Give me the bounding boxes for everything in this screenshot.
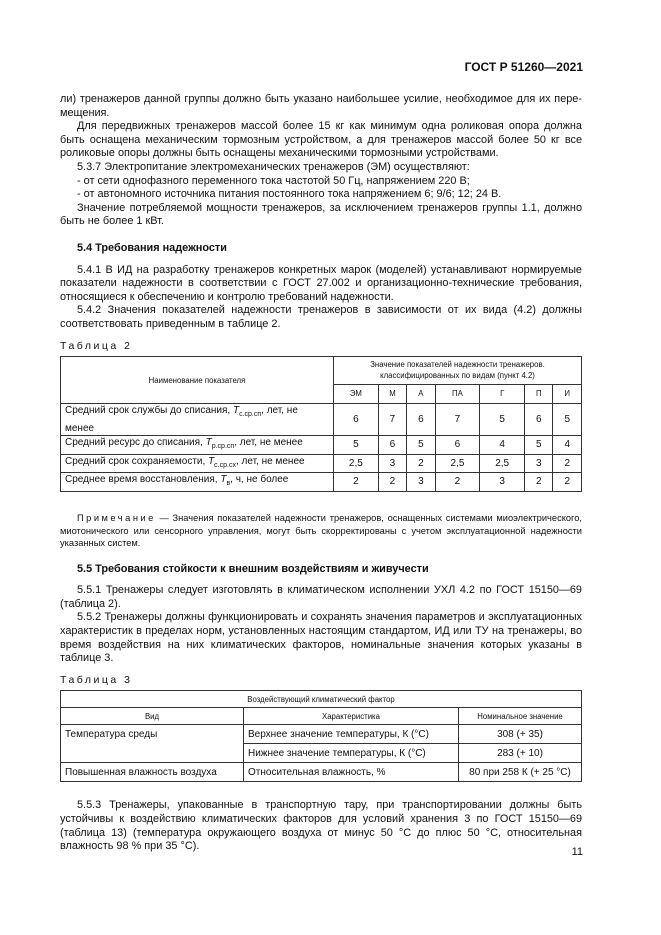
- indicator-subscript: с.ср.сп: [239, 411, 262, 419]
- value-cell: 6: [435, 436, 480, 455]
- indicator-name: [61, 454, 334, 473]
- table3-caption: Таблица 3: [60, 673, 133, 686]
- type-header: А: [407, 384, 435, 403]
- table-cell: Верхнее значение температуры, К (°С): [244, 725, 459, 744]
- table-header: Вид: [61, 708, 244, 725]
- type-header: ПА: [435, 384, 480, 403]
- value-cell: 6: [378, 436, 406, 455]
- indicator-subscript: с.ср.сх: [214, 461, 236, 469]
- paragraph: 5.3.7 Электропитание электромеханических тренажеров (ЭМ) осуществляют:: [77, 160, 470, 173]
- value-cell: 2: [525, 473, 553, 492]
- table-row: [61, 454, 582, 473]
- indicator-name: [61, 473, 334, 492]
- indicator-name: [61, 404, 334, 436]
- table-header: Характеристика: [244, 708, 459, 725]
- indicator-text: , лет, не менее: [235, 455, 305, 467]
- indicator-symbol: T: [208, 455, 215, 467]
- value-cell: 4: [480, 436, 525, 455]
- table-row: [61, 436, 582, 455]
- page-number: 11: [571, 846, 583, 858]
- value-cell: 2: [407, 454, 435, 473]
- indicator-text: Среднее время восстановления,: [65, 474, 221, 486]
- value-cell: 5: [553, 404, 582, 436]
- indicator-name: [61, 436, 334, 455]
- climate-table: [60, 690, 582, 782]
- list-item: - от сети однофазного переменного тока частотой 50 Гц, напряжением 220 В;: [77, 174, 470, 187]
- paragraph: 5.5.2 Тренажеры должны функционировать и сохранять значения параметров и эксплуатационных характеристик в пределах норм, установленных настоящим стандартом, ИД или ТУ на тренажеры, во время воздействия на них климатических факторов, номинальные значения которых указаны в таблице 3.: [60, 611, 582, 665]
- indicator-text: , лет, не менее: [65, 405, 298, 434]
- value-cell: 5: [407, 436, 435, 455]
- paragraph: 5.5.1 Тренажеры следует изготовлять в климатическом исполнении УХЛ 4.2 по ГОСТ 15150—69 (таблица 2).: [60, 584, 582, 610]
- paragraph: 5.4.2 Значения показателей надежности тренажеров в зависимости от их вида (4.2) должны соответствовать приведенным в таблице 2.: [60, 304, 582, 330]
- table-row: [61, 404, 582, 436]
- table-cell: Нижнее значение температуры, К (°С): [244, 744, 459, 763]
- value-cell: 6: [407, 404, 435, 436]
- paragraph: 5.4.1 В ИД на разработку тренажеров конкретных марок (моделей) устанавливают нормируемые показатели надежности в соответствии с ГОСТ 27.002 и организационно-технические требования, относящиеся к обеспечению и контролю требований надежности.: [60, 263, 582, 303]
- list-item: - от автономного источника питания постоянного тока напряжением 6; 9/6; 12; 24 В.: [77, 188, 502, 201]
- table-note: [60, 512, 582, 550]
- section-heading: 5.5 Требования стойкости к внешним воздействиям и живучести: [77, 562, 429, 575]
- type-header: И: [553, 384, 582, 403]
- indicator-symbol: T: [232, 405, 240, 417]
- value-cell: 6: [334, 404, 379, 436]
- indicator-subscript: в: [226, 480, 231, 488]
- value-cell: 4: [553, 436, 582, 455]
- value-cell: 5: [334, 436, 379, 455]
- table-header: Наименование показателя: [61, 357, 334, 404]
- value-cell: 7: [435, 404, 480, 436]
- value-cell: 2: [435, 473, 480, 492]
- table-cell: Температура среды: [61, 725, 244, 763]
- table-row: [61, 473, 582, 492]
- value-cell: 5: [480, 404, 525, 436]
- value-cell: 6: [525, 404, 553, 436]
- indicator-symbol: T: [220, 474, 227, 486]
- indicator-subscript: р.ср.сп: [211, 443, 235, 451]
- table-cell: 80 при 258 К (+ 25 °С): [459, 763, 582, 782]
- type-header: М: [378, 384, 406, 403]
- value-cell: 2: [553, 454, 582, 473]
- indicator-text: , ч, не более: [230, 474, 289, 486]
- type-header: ЭМ: [334, 384, 379, 403]
- table-cell: 308 (+ 35): [459, 725, 582, 744]
- table-header: Воздействующий климатический фактор: [61, 691, 582, 708]
- indicator-text: Средний срок службы до списания,: [65, 405, 233, 417]
- header-line: классифицированных по видам (пункт 4.2): [380, 371, 535, 381]
- value-cell: 3: [525, 454, 553, 473]
- table-header: [334, 357, 582, 385]
- indicator-text: Средний срок сохраняемости,: [65, 455, 209, 467]
- note-text: — Значения показателей надежности тренажеров, оснащенных системами миоэлектрического, миотонического или сенсорного управления, могут быть скорректированы с учетом эксплуатационной надежности указанных систем.: [60, 513, 582, 549]
- table-cell: Относительная влажность, %: [244, 763, 459, 782]
- type-header: П: [525, 384, 553, 403]
- table-row: [61, 763, 582, 782]
- indicator-symbol: T: [205, 437, 212, 449]
- type-header: Г: [480, 384, 525, 403]
- value-cell: 3: [407, 473, 435, 492]
- paragraph: Для передвижных тренажеров массой более 15 кг как минимум одна роликовая опора должна быть оснащена механическим тормозным устройством, а для тренажеров массой более 50 кг все роликовые опоры должны быть оснащены механическими тормозными устройствами.: [60, 120, 582, 160]
- reliability-table: [60, 356, 582, 492]
- indicator-text: Средний ресурс до списания,: [65, 437, 206, 449]
- value-cell: 2: [378, 473, 406, 492]
- note-label: Примечание: [77, 513, 156, 524]
- header-line: Значение показателей надежности тренажеров.: [370, 360, 545, 370]
- value-cell: 2,5: [435, 454, 480, 473]
- table-cell: Повышенная влажность воздуха: [61, 763, 244, 782]
- paragraph: 5.5.3 Тренажеры, упакованные в транспортную тару, при транспортировании должны быть устойчивы к воздействию климатических факторов для условий хранения 3 по ГОСТ 15150—69 (таблица 13) (температура окружающего воздуха от минус 50 °С до плюс 50 °С, относительная влажность 98 % при 35 °С).: [60, 799, 582, 853]
- value-cell: 5: [525, 436, 553, 455]
- paragraph: Значение потребляемой мощности тренажеров, за исключением тренажеров группы 1.1, должно быть не более 1 кВт.: [60, 201, 582, 228]
- table-row: [61, 725, 582, 744]
- table-cell: 283 (+ 10): [459, 744, 582, 763]
- value-cell: 2: [334, 473, 379, 492]
- value-cell: 2: [553, 473, 582, 492]
- standard-id: ГОСТ Р 51260—2021: [464, 60, 583, 74]
- value-cell: 2,5: [480, 454, 525, 473]
- paragraph: ли) тренажеров данной группы должно быть указано наибольшее усилие, необходимое для их пере-мещения.: [60, 93, 582, 119]
- value-cell: 3: [378, 454, 406, 473]
- value-cell: 3: [480, 473, 525, 492]
- section-heading: 5.4 Требования надежности: [77, 241, 227, 254]
- value-cell: 7: [378, 404, 406, 436]
- body-text: [60, 93, 582, 854]
- table2-caption: Таблица 2: [60, 339, 133, 352]
- indicator-text: , лет, не менее: [234, 437, 303, 449]
- table-header: Номинальное значение: [459, 708, 582, 725]
- value-cell: 2,5: [334, 454, 379, 473]
